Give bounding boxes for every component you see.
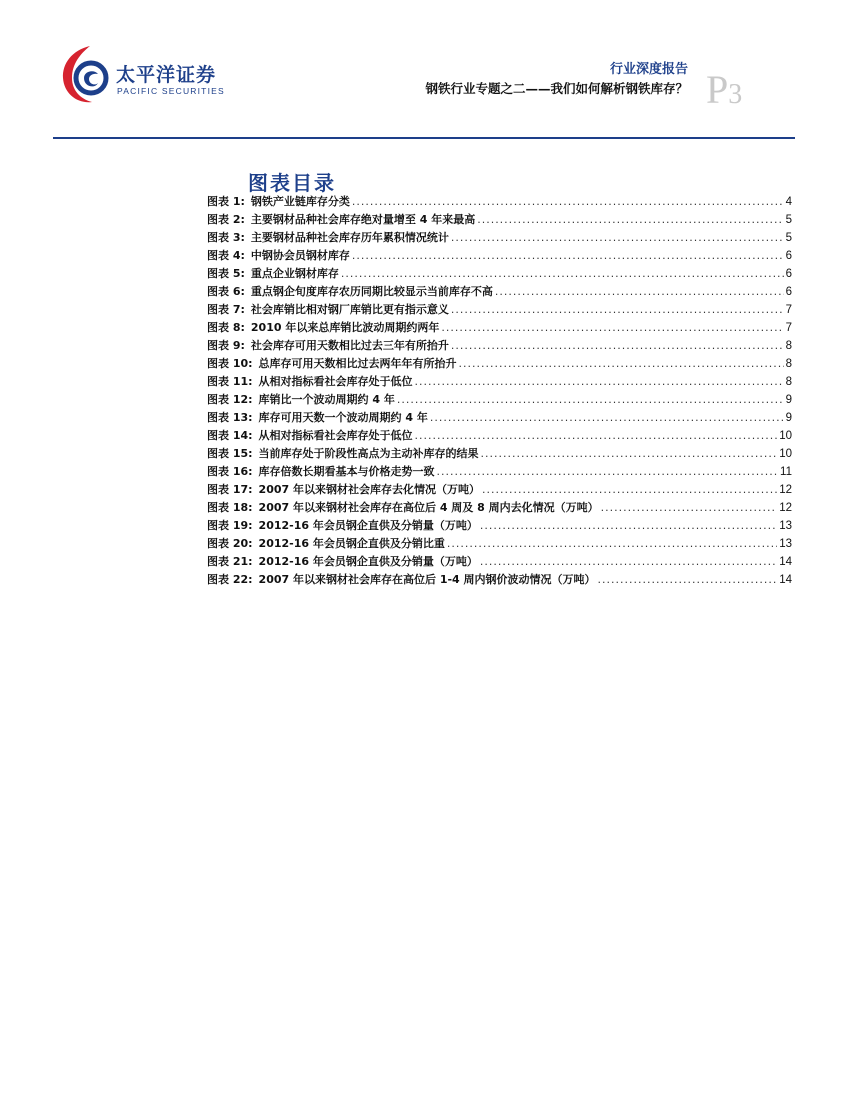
toc-entry-leader — [477, 213, 783, 226]
toc-entry-page: 7 — [785, 322, 792, 334]
toc-entry-label: 图表 19: — [207, 519, 253, 532]
toc-entry-page: 7 — [785, 304, 792, 316]
toc-entry-title: 当前库存处于阶段性高点为主动补库存的结果 — [258, 447, 479, 460]
toc-entry-leader — [397, 393, 784, 406]
toc-entry[interactable] — [207, 193, 792, 211]
toc-entry-label: 图表 7: — [207, 303, 245, 316]
toc-entry-leader — [480, 519, 777, 532]
toc-entry-page: 12 — [779, 484, 792, 496]
toc-entry-title: 2012-16 年会员钢企直供及分销比重 — [258, 537, 445, 550]
toc-entry-leader — [451, 303, 784, 316]
toc-entry-title: 2012-16 年会员钢企直供及分销量（万吨） — [258, 555, 478, 568]
toc-entry-page: 6 — [785, 286, 792, 298]
toc-entry-page: 13 — [779, 538, 792, 550]
toc-entry-label: 图表 13: — [207, 411, 253, 424]
toc-entry-leader — [451, 231, 784, 244]
toc-entry-leader — [481, 447, 778, 460]
toc-entry[interactable] — [207, 535, 792, 553]
toc-entry-leader — [430, 411, 784, 424]
company-logo — [60, 44, 230, 110]
toc-entry-page: 8 — [785, 340, 792, 352]
toc-entry-leader — [459, 357, 784, 370]
toc-entry[interactable] — [207, 445, 792, 463]
toc-entry-page: 8 — [785, 376, 792, 388]
page-number-prefix: P — [706, 67, 729, 112]
toc-entry-page: 9 — [785, 394, 792, 406]
toc-entry-label: 图表 17: — [207, 483, 253, 496]
logo-english-name: PACIFIC SECURITIES — [117, 86, 225, 96]
toc-entry-label: 图表 10: — [207, 357, 253, 370]
toc-entry-leader — [495, 285, 784, 298]
toc-entry-label: 图表 11: — [207, 375, 253, 388]
toc-entry-title: 总库存可用天数相比过去两年年有所抬升 — [258, 357, 457, 370]
toc-entry-title: 2010 年以来总库销比波动周期约两年 — [250, 321, 440, 334]
toc-entry[interactable] — [207, 463, 792, 481]
toc-entry[interactable] — [207, 301, 792, 319]
toc-entry-leader — [441, 321, 783, 334]
page-number — [706, 67, 743, 112]
toc-entry-page: 11 — [780, 466, 792, 478]
toc-entry[interactable] — [207, 319, 792, 337]
toc-entry-page: 13 — [779, 520, 792, 532]
toc-entry-title: 钢铁产业链库存分类 — [250, 195, 350, 208]
toc-entry-leader — [482, 483, 777, 496]
toc-entry-leader — [601, 501, 778, 514]
header-divider — [53, 137, 795, 139]
toc-entry-leader — [437, 465, 779, 478]
toc-entry-leader — [598, 573, 778, 586]
toc-entry[interactable] — [207, 373, 792, 391]
toc-entry[interactable] — [207, 229, 792, 247]
toc-entry-label: 图表 22: — [207, 573, 253, 586]
toc-entry-page: 4 — [785, 196, 792, 208]
toc-entry-leader — [352, 249, 784, 262]
toc-entry-page: 12 — [779, 502, 792, 514]
report-type: 行业深度报告 — [609, 62, 688, 77]
logo-chinese-name: 太平洋证券 — [116, 64, 217, 86]
toc-entry-page: 14 — [779, 556, 792, 568]
toc-entry-title: 库存可用天数一个波动周期约 4 年 — [258, 411, 428, 424]
toc-entry-label: 图表 21: — [207, 555, 253, 568]
toc-entry-page: 9 — [785, 412, 792, 424]
toc-entry[interactable] — [207, 499, 792, 517]
toc-entry-title: 从相对指标看社会库存处于低位 — [258, 429, 413, 442]
toc-entry-label: 图表 9: — [207, 339, 245, 352]
toc-entry-leader — [352, 195, 784, 208]
toc-entry-title: 2007 年以来钢材社会库存在高位后 4 周及 8 周内去化情况（万吨） — [258, 501, 599, 514]
toc-list — [207, 193, 792, 589]
toc-entry[interactable] — [207, 247, 792, 265]
toc-entry-page: 8 — [785, 358, 792, 370]
toc-entry-page: 6 — [785, 268, 792, 280]
toc-entry[interactable] — [207, 553, 792, 571]
toc-entry[interactable] — [207, 481, 792, 499]
toc-entry-leader — [415, 429, 778, 442]
toc-entry-title: 2012-16 年会员钢企直供及分销量（万吨） — [258, 519, 478, 532]
toc-entry-title: 2007 年以来钢材社会库存去化情况（万吨） — [258, 483, 480, 496]
toc-entry-label: 图表 15: — [207, 447, 253, 460]
toc-entry-title: 中钢协会员钢材库存 — [250, 249, 350, 262]
toc-entry-title: 从相对指标看社会库存处于低位 — [258, 375, 413, 388]
page-number-value: 3 — [728, 79, 743, 110]
toc-entry-leader — [451, 339, 784, 352]
toc-entry[interactable] — [207, 427, 792, 445]
toc-entry[interactable] — [207, 355, 792, 373]
toc-entry-title: 主要钢材品种社会库存历年累积情况统计 — [250, 231, 449, 244]
toc-heading: 图表目录 — [248, 171, 336, 195]
toc-entry-label: 图表 8: — [207, 321, 245, 334]
toc-entry-title: 库存倍数长期看基本与价格走势一致 — [258, 465, 435, 478]
toc-entry-page: 6 — [785, 250, 792, 262]
toc-entry[interactable] — [207, 265, 792, 283]
toc-entry[interactable] — [207, 517, 792, 535]
report-title: 钢铁行业专题之二——我们如何解析钢铁库存？ — [425, 81, 688, 96]
toc-entry-title: 重点钢企旬度库存农历同期比较显示当前库存不高 — [250, 285, 493, 298]
toc-entry-label: 图表 18: — [207, 501, 253, 514]
toc-entry-title: 2007 年以来钢材社会库存在高位后 1-4 周内钢价波动情况（万吨） — [258, 573, 596, 586]
toc-entry-label: 图表 1: — [207, 195, 245, 208]
toc-entry-label: 图表 5: — [207, 267, 245, 280]
toc-entry-title: 社会库销比相对钢厂库销比更有指示意义 — [250, 303, 449, 316]
toc-entry[interactable] — [207, 391, 792, 409]
toc-entry-page: 10 — [779, 430, 792, 442]
toc-entry-page: 10 — [779, 448, 792, 460]
toc-entry[interactable] — [207, 211, 792, 229]
toc-entry-leader — [447, 537, 777, 550]
toc-entry-label: 图表 6: — [207, 285, 245, 298]
pacific-securities-logo-icon — [60, 44, 112, 106]
toc-entry-page: 5 — [785, 214, 792, 226]
toc-entry-label: 图表 3: — [207, 231, 245, 244]
toc-entry-leader — [480, 555, 777, 568]
toc-entry[interactable] — [207, 571, 792, 589]
toc-entry-label: 图表 12: — [207, 393, 253, 406]
toc-entry-label: 图表 14: — [207, 429, 253, 442]
toc-entry-title: 社会库存可用天数相比过去三年有所抬升 — [250, 339, 449, 352]
toc-entry-leader — [415, 375, 784, 388]
toc-entry[interactable] — [207, 283, 792, 301]
toc-entry-title: 重点企业钢材库存 — [250, 267, 339, 280]
toc-entry-title: 主要钢材品种社会库存绝对量增至 4 年来最高 — [250, 213, 476, 226]
toc-entry-page: 14 — [779, 574, 792, 586]
toc-entry-label: 图表 2: — [207, 213, 245, 226]
toc-entry[interactable] — [207, 409, 792, 427]
toc-entry-label: 图表 20: — [207, 537, 253, 550]
toc-entry-leader — [341, 267, 784, 280]
toc-entry-title: 库销比一个波动周期约 4 年 — [258, 393, 395, 406]
toc-entry-label: 图表 4: — [207, 249, 245, 262]
toc-entry-page: 5 — [785, 232, 792, 244]
toc-entry-label: 图表 16: — [207, 465, 253, 478]
toc-entry[interactable] — [207, 337, 792, 355]
